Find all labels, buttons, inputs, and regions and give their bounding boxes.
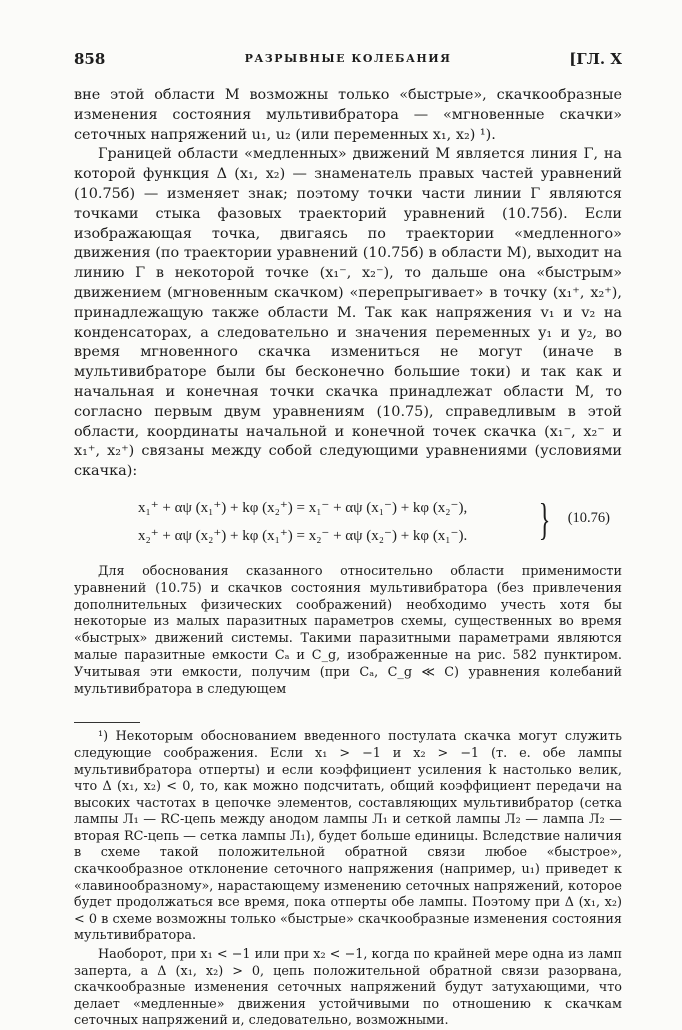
page-number: 858 [74, 50, 106, 68]
footnote-divider [74, 722, 140, 723]
body-paragraph-2: Границей области «медленных» движений M является линия Γ, на которой функция Δ (x₁, x₂) — знаменатель правых частей уравнений (10.75б) — изменяет знак; поэтому точки части линии Γ являются точками стыка фазовых траекторий уравнений (10.75б). Если изображающая точка, двигаясь по траектории «медленного» движения (по траектории уравнений (10.75б) в области M), выходит на линию Γ в некоторой точке (x₁⁻, x₂⁻), то дальше она «быстрым» движением (мгновенным скачком) «перепрыгивает» в точку (x₁⁺, x₂⁺), принадлежащую также области M. Так как напряжения v₁ и v₂ на конденсаторах, а следовательно и значения переменных y₁ и y₂, во время мгновенного скачка измениться не могут (иначе в мультивибраторе были бы бесконечно большие токи) и так как и начальная и конечная точки скачка принадлежат области M, то согласно первым двум уравнениям (10.75), справедливым в этой области, координаты начальной и конечной точек скачка (x₁⁻, x₂⁻ и x₁⁺, x₂⁺) связаны между собой следующими уравнениями (условиями скачка): [74, 146, 622, 480]
small-print-paragraph: Для обоснования сказанного относительно области применимости уравнений (10.75) и скачков состояния мультивибратора (без привлечения дополнительных физических соображений) необходимо учесть хотя бы некоторые из малых паразитных параметров схемы, существенных во время «быстрых» движений системы. Такими паразитными параметрами являются малые паразитные емкости Cₐ и C_g, изображенные на рис. 582 пунктиром. Учитывая эти емкости, получим (при Cₐ, C_g ≪ C) уравнения колебаний мультивибратора в следующем [74, 563, 622, 697]
equation-line-2: x₂⁺ + αψ (x₂⁺) + kφ (x₁⁺) = x₂⁻ + αψ (x₂⁻) + kφ (x₁⁻). [138, 527, 468, 544]
equation-block [74, 492, 622, 550]
right-brace: } [538, 494, 551, 544]
page-header [74, 50, 622, 76]
chapter-label: [ГЛ. X [569, 50, 622, 68]
running-title: РАЗРЫВНЫЕ КОЛЕБАНИЯ [244, 52, 452, 65]
equation-line-1: x₁⁺ + αψ (x₁⁺) + kφ (x₂⁺) = x₁⁻ + αψ (x₁⁻) + kφ (x₂⁻), [138, 499, 468, 516]
equation-number: (10.76) [567, 509, 610, 526]
footnote-paragraph-1: ¹) Некоторым обоснованием введенного постулата скачка могут служить следующие соображения. Если x₁ > −1 и x₂ > −1 (т. е. обе лампы мультивибратора отперты) и если коэффициент усиления k настолько велик, что Δ (x₁, x₂) < 0, то, как можно подсчитать, общий коэффициент передачи на высоких частотах в цепочке элементов, составляющих мультивибратор (сетка лампы Л₁ — RC-цепь между анодом лампы Л₁ и сеткой лампы Л₂ — лампа Л₂ — вторая RC-цепь — сетка лампы Л₁), будет больше единицы. Вследствие наличия в схеме такой положительной обратной связи любое «быстрое», скачкообразное отклонение сеточного напряжения (например, u₁) приведет к «лавинообразному», нарастающему изменению сеточных напряжений, которое будет продолжаться все время, пока отперты обе лампы. Поэтому при Δ (x₁, x₂) < 0 в схеме возможны только «быстрые» скачкообразные изменения состояния мультивибратора. [74, 729, 622, 944]
footnote-paragraph-2: Наоборот, при x₁ < −1 или при x₂ < −1, когда по крайней мере одна из ламп заперта, а Δ (x₁, x₂) > 0, цепь положительной обратной связи разорвана, скачкообразные изменения сеточных напряжений будут затухающими, что делает «медленные» движения устойчивыми по отношению к скачкам сеточных напряжений и, следовательно, возможными. [74, 947, 622, 1029]
body-paragraph-1: вне этой области M возможны только «быстрые», скачкообразные изменения состояния мультивибратора — «мгновенные скачки» сеточных напряжений u₁, u₂ (или переменных x₁, x₂) ¹). [74, 87, 622, 143]
book-page [74, 50, 622, 1030]
